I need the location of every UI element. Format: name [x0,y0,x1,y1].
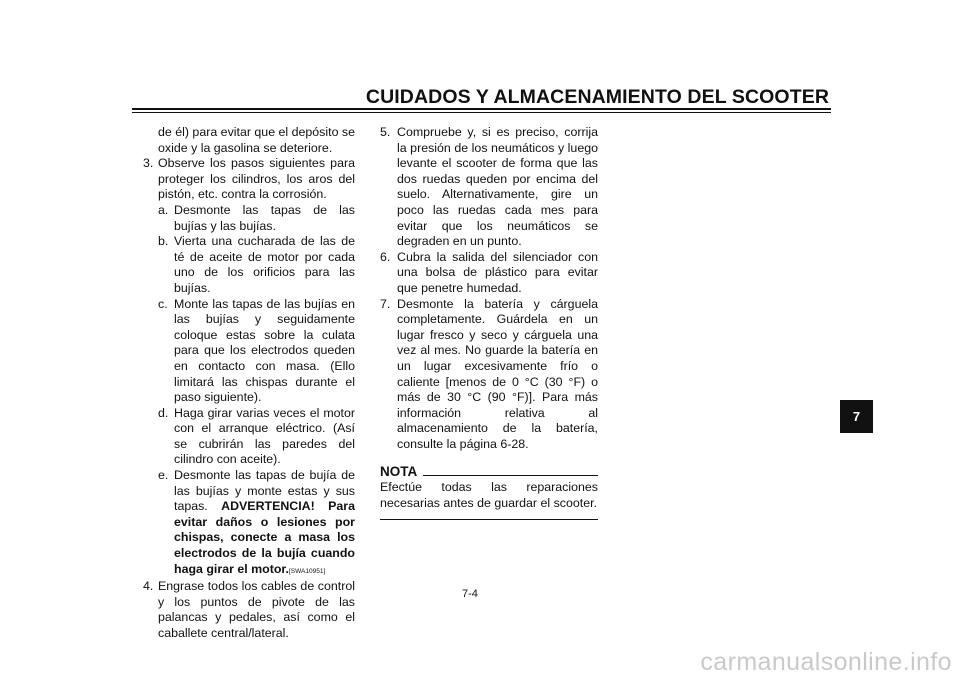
page-title: CUIDADOS Y ALMACENAMIENTO DEL SCOOTER [365,86,829,108]
header-rule-thin [132,112,831,113]
substep-c: c. Monte las tapas de las bujías en las bujías y seguidamente coloque estas sobre la culata para que los electrodos queden en contacto con masa. (Ello limitará las chispas durante el paso siguiente). [158,296,355,405]
step-3: 3. Observe los pasos siguientes para proteger los cilindros, los aros del pistón, etc. contra la corrosión. [143,156,355,202]
page-number: 7-4 [462,588,478,600]
substep-b: b. Vierta una cucharada de las de té de aceite de motor por cada uno de los orificios para las bujías. [158,234,355,295]
continuation-text: de él) para evitar que el depósito se oxide y la gasolina se deteriore. [158,125,355,155]
note-label: NOTA [380,463,418,479]
note-bottom-rule [380,519,598,520]
note-box [380,462,598,519]
substep-a: a. Desmonte las tapas de las bujías y las bujías. [158,202,355,233]
warning-code: [SWA10951] [289,567,326,575]
note-text: Efectúe todas las reparaciones necesarias antes de guardar el scooter. [380,480,598,511]
substep-d: d. Haga girar varias veces el motor con el arranque eléctrico. (Así se cubrirán las paredes del cilindro con aceite). [158,405,355,467]
right-column [380,125,598,520]
step-4: 4. Engrase todos los cables de control y los puntos de pivote de las palancas y pedales, así como el caballete central/lateral. [143,579,355,640]
substep-e-text: Desmonte las tapas de bujía de las bujías y monte estas y sus tapas. [174,468,355,514]
watermark: carmanualsonline.info [700,648,952,676]
substep-e: e. Desmonte las tapas de bujía de las bujías y monte estas y sus tapas. ADVERTENCIA! Para evitar daños o lesiones por chispas, conecte a masa los electrodos de la bujía cuando haga girar el motor.[SWA10951] [158,468,355,576]
chapter-tab: 7 [840,400,873,433]
header-rule [132,108,831,110]
step-7: 7. Desmonte la batería y cárguela completamente. Guárdela en un lugar fresco y seco y cárguela una vez al mes. No guarde la batería en un lugar excesivamente frío o caliente [menos de 0 °C (30 °F) o más de 30 °C (90 °F)]. Para más información relativa al almacenamiento de la batería, consulte la página 6-28. [380,296,598,451]
step-6: 6. Cubra la salida del silenciador con una bolsa de plástico para evitar que penetre humedad. [380,249,598,295]
note-header [380,462,598,479]
warning-text: ADVERTENCIA! Para evitar daños o lesiones por chispas, conecte a masa los electrodos de la bujía cuando haga girar el motor. [174,499,355,576]
note-header-rule [423,475,598,476]
step-5: 5. Compruebe y, si es preciso, corrija la presión de los neumáticos y luego levante el scooter de forma que las dos ruedas queden por encima del suelo. Alternativamente, gire un poco las ruedas cada mes para evitar que los neumáticos se degraden en un punto. [380,125,598,249]
left-column [115,125,355,642]
